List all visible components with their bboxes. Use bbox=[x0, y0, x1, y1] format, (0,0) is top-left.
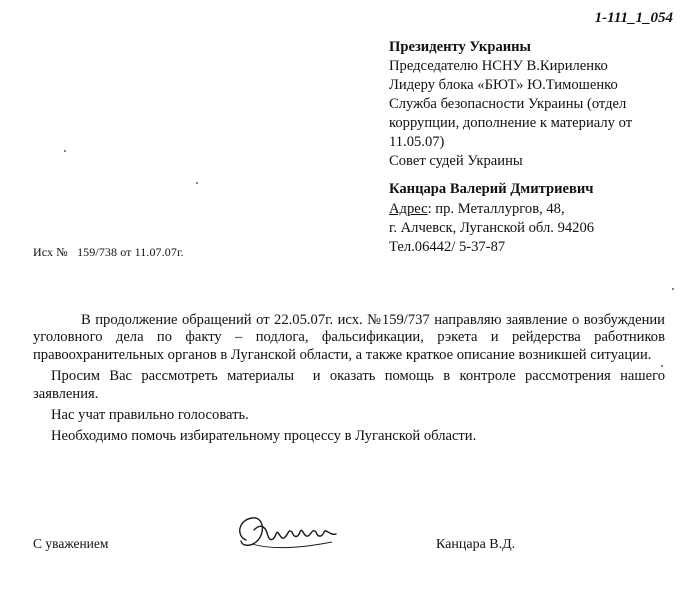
scan-speck bbox=[196, 182, 198, 184]
addressee-nsnu: Председателю НСНУ В.Кириленко bbox=[389, 58, 608, 74]
document-id: 1-111_1_054 bbox=[594, 10, 673, 26]
address-label: Адрес bbox=[389, 201, 428, 217]
body-paragraph-4: Необходимо помочь избирательному процессу в Луганской области. bbox=[51, 428, 477, 445]
addressee-block bbox=[389, 38, 684, 171]
letter-body bbox=[33, 312, 669, 446]
sender-phone: Тел.06442/ 5-37-87 bbox=[389, 239, 506, 255]
scan-speck bbox=[64, 150, 66, 152]
handwritten-signature bbox=[232, 510, 352, 556]
sender-address-line2: г. Алчевск, Луганской обл. 94206 bbox=[389, 220, 595, 236]
addressee-judges-council: Совет судей Украины bbox=[389, 153, 523, 169]
body-paragraph-2: Просим Вас рассмотреть материалы и оказать помощь в контроле рассмотрения нашего заявления. bbox=[33, 368, 669, 402]
body-paragraph-1: В продолжение обращений от 22.05.07г. исх. №159/737 направляю заявление о возбуждении уголовного дела по факту – подлога, фальсификации, рэкета и рейдерства работников правоохранительных органов в Луганской области, а также краткое описание возникшей ситуации. bbox=[33, 312, 665, 363]
sender-address-line1 bbox=[389, 200, 689, 219]
body-paragraph-3: Нас учат правильно голосовать. bbox=[51, 407, 249, 424]
sender-block bbox=[389, 180, 689, 257]
addressee-sbu-line1: Служба безопасности Украины (отдел bbox=[389, 96, 627, 112]
addressee-sbu-line2: коррупции, дополнение к материалу от bbox=[389, 115, 633, 131]
addressee-president: Президенту Украины bbox=[389, 39, 531, 55]
closing-salutation: С уважением bbox=[33, 536, 109, 551]
scan-speck bbox=[672, 288, 674, 290]
address-street: : пр. Металлургов, 48, bbox=[427, 201, 565, 217]
addressee-sbu-line3: 11.05.07) bbox=[389, 134, 445, 150]
addressee-byut: Лидеру блока «БЮТ» Ю.Тимошенко bbox=[389, 77, 618, 93]
sender-name: Канцара Валерий Дмитриевич bbox=[389, 181, 594, 197]
signer-name: Канцара В.Д. bbox=[436, 537, 516, 552]
outgoing-reference: Исх № 159/738 от 11.07.07г. bbox=[33, 245, 184, 259]
scan-speck bbox=[661, 365, 663, 367]
